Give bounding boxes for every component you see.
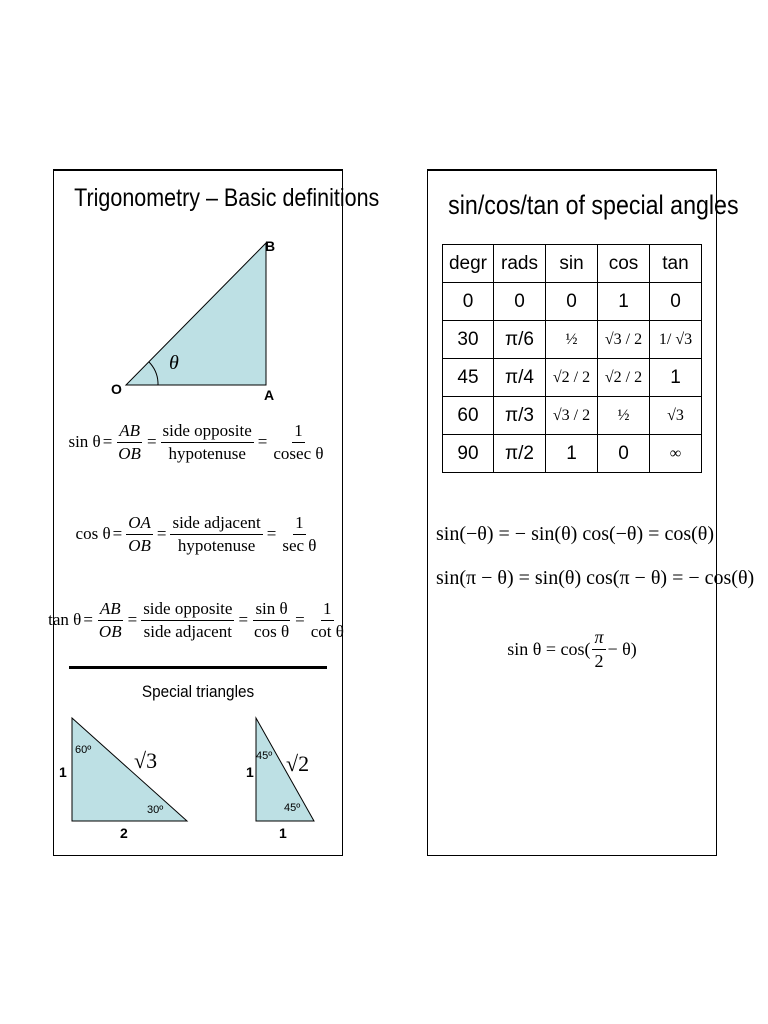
tan-r4-num: 1 (321, 599, 334, 621)
tan-r1-num: AB (98, 599, 123, 621)
table-cell: π/3 (494, 397, 546, 435)
table-cell: 1 (650, 359, 702, 397)
cofunction-lhs: sin θ = cos( (507, 638, 591, 659)
triangle-shape (126, 243, 266, 385)
table-cell: 1/ √3 (650, 321, 702, 359)
right-triangle-diagram (54, 171, 380, 411)
vertex-o-label: O (111, 381, 122, 397)
table-cell: 0 (494, 283, 546, 321)
table-row (443, 359, 702, 397)
sin-r3-num: 1 (292, 421, 305, 443)
table-cell: 45 (443, 359, 494, 397)
special-triangles-diagram (54, 711, 342, 851)
sin-r3-den: cosec θ (273, 443, 324, 463)
table-cell: 0 (598, 435, 650, 473)
header-cell: rads (494, 245, 546, 283)
tan-r3-den: cos θ (254, 621, 290, 641)
tri2-angle-right: 45º (284, 802, 301, 814)
table-cell: √3 / 2 (546, 397, 598, 435)
cofunction-den: 2 (594, 650, 604, 671)
cos-r2-num: side adjacent (170, 513, 262, 535)
table-row (443, 435, 702, 473)
cofunction-rhs: − θ) (607, 638, 637, 659)
table-cell: 1 (598, 283, 650, 321)
special-angles-panel (427, 169, 755, 856)
tan-r2-num: side opposite (141, 599, 234, 621)
basic-definitions-panel (48, 169, 380, 856)
special-angles-table (442, 244, 702, 473)
tri1-side-left: 1 (59, 764, 67, 780)
cos-r2-den: hypotenuse (177, 535, 256, 555)
cos-r3-num: 1 (293, 513, 306, 535)
table-cell: √3 (650, 397, 702, 435)
angle-theta-label: θ (169, 352, 179, 374)
cofunction-identity (428, 627, 716, 671)
table-cell: 30 (443, 321, 494, 359)
table-row (443, 283, 702, 321)
table-row (443, 321, 702, 359)
table-cell: 0 (443, 283, 494, 321)
tri1-angle-top: 60º (75, 744, 92, 756)
identity-negative-angle: sin(−θ) = − sin(θ) cos(−θ) = cos(θ) (436, 523, 714, 545)
sin-lhs: sin θ (68, 432, 101, 452)
table-cell: √2 / 2 (546, 359, 598, 397)
tan-r4-den: cot θ (310, 621, 344, 641)
table-cell: π/6 (494, 321, 546, 359)
section-divider (69, 666, 327, 669)
table-header-row (443, 245, 702, 283)
cofunction-num: π (592, 627, 605, 650)
sin-r1-num: AB (117, 421, 142, 443)
cos-r1-den: OB (128, 535, 151, 555)
tri1-angle-right: 30º (147, 804, 164, 816)
cos-definition: cos θ = $\frac{OA}{OB}$ = $\frac{\text{side adjacent}}{\text{hypotenuse}}$ = $\frac{1}{\text{sec θ}}$ (75, 513, 317, 555)
sin-r2-den: hypotenuse (168, 443, 246, 463)
table-cell: 90 (443, 435, 494, 473)
vertex-a-label: A (264, 387, 275, 403)
cos-lhs: cos θ (75, 524, 111, 544)
tri1-side-bottom: 2 (120, 825, 128, 841)
tan-lhs: tan θ (48, 610, 82, 630)
tan-r2-den: side adjacent (143, 621, 232, 641)
cos-r3-den: sec θ (282, 535, 317, 555)
header-cell: cos (598, 245, 650, 283)
header-cell: degr (443, 245, 494, 283)
table-row (443, 397, 702, 435)
table-cell: 0 (650, 283, 702, 321)
table-cell: ½ (546, 321, 598, 359)
tan-r3-num: sin θ (253, 599, 289, 621)
sin-r2-num: side opposite (161, 421, 254, 443)
tri2-side-bottom: 1 (279, 825, 287, 841)
table-cell: ∞ (650, 435, 702, 473)
table-cell: 60 (443, 397, 494, 435)
panel-title: sin/cos/tan of special angles (448, 190, 739, 220)
tri2-angle-top: 45º (256, 750, 273, 762)
table-cell: ½ (598, 397, 650, 435)
table-cell: π/2 (494, 435, 546, 473)
table-cell: √2 / 2 (598, 359, 650, 397)
table-cell: 0 (546, 283, 598, 321)
tri1-hypotenuse: √3 (134, 748, 158, 773)
sin-r1-den: OB (118, 443, 141, 463)
vertex-b-label: B (265, 238, 276, 254)
header-cell: tan (650, 245, 702, 283)
tri2-side-left: 1 (246, 764, 254, 780)
table-cell: π/4 (494, 359, 546, 397)
cos-r1-num: OA (126, 513, 153, 535)
tan-definition: tan θ = $\frac{AB}{OB}$ = $\frac{\text{side opposite}}{\text{side adjacent}}$ = $\frac{\text{sin θ}}{\text{cos θ}}$ = $\frac{1}{\text{cot θ}}$ (48, 599, 344, 641)
triangle-30-60-shape (72, 718, 187, 821)
identity-supplementary: sin(π − θ) = sin(θ) cos(π − θ) = − cos(θ) (436, 567, 755, 589)
header-cell: sin (546, 245, 598, 283)
table-cell: 1 (546, 435, 598, 473)
tan-r1-den: OB (98, 621, 122, 641)
panel-title: Trigonometry – Basic definitions (74, 184, 380, 212)
sin-definition: sin θ = $\frac{AB}{OB}$ = $\frac{\text{side opposite}}{\text{hypotenuse}}$ = $\frac{1}{\text{cosec θ}}$ (68, 421, 324, 463)
table-cell: √3 / 2 (598, 321, 650, 359)
tri2-hypotenuse: √2 (286, 751, 310, 776)
special-triangles-title: Special triangles (141, 682, 255, 701)
